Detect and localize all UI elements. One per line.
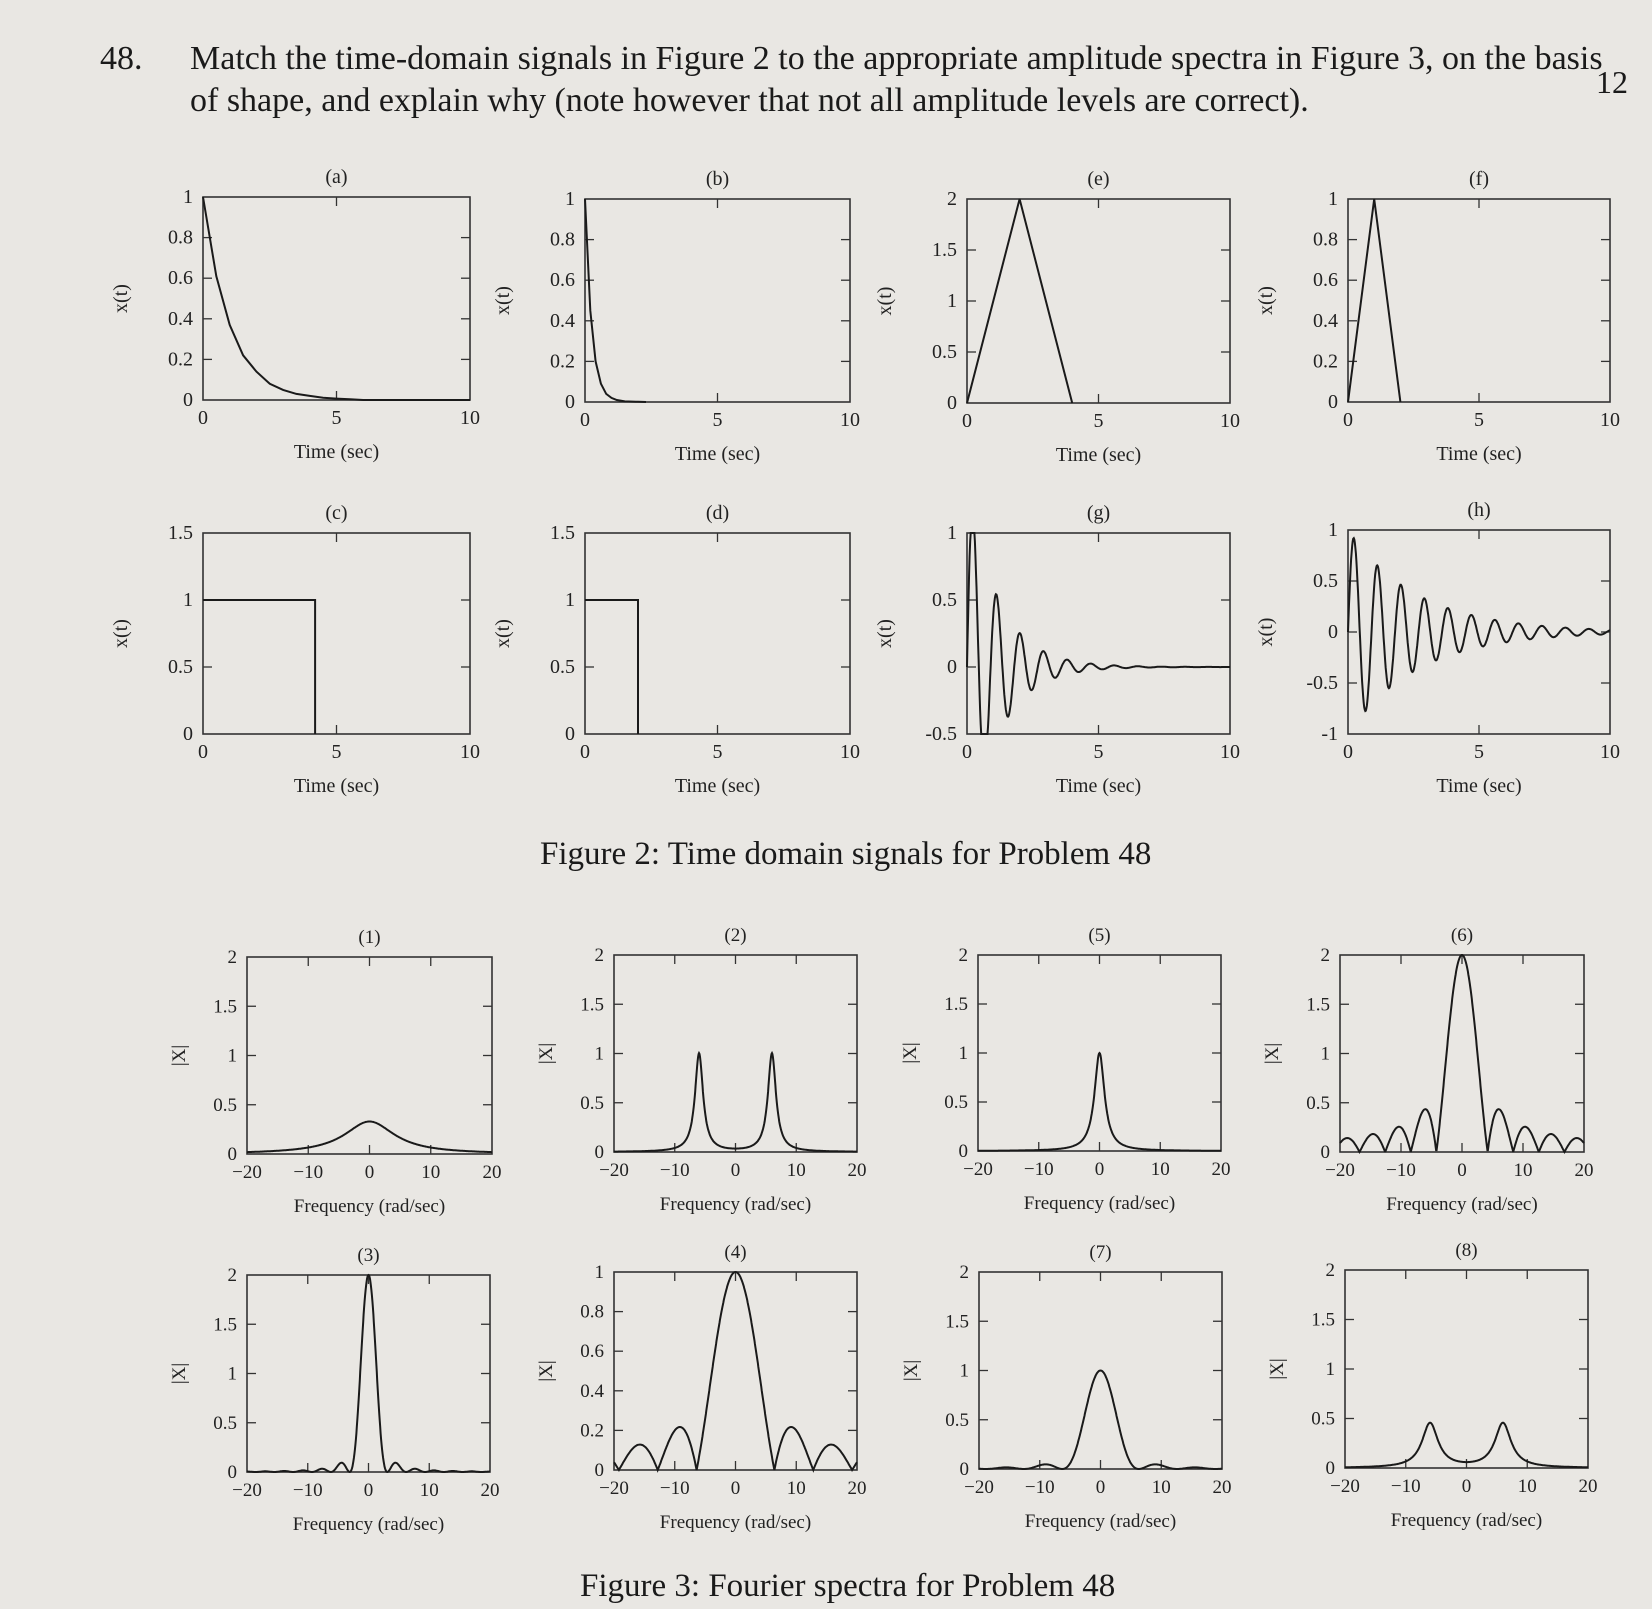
y-axis-label: x(t) xyxy=(110,284,132,313)
y-tick-label: 1 xyxy=(183,589,193,611)
chart-c xyxy=(110,502,480,797)
x-tick-label: 0 xyxy=(580,409,590,431)
y-tick-label: 0 xyxy=(594,1142,604,1163)
x-tick-label: 20 xyxy=(1211,1159,1231,1180)
x-tick-label: −20 xyxy=(1330,1476,1360,1497)
plot-title: (8) xyxy=(1455,1240,1478,1261)
y-tick-label: 1.5 xyxy=(945,1311,969,1333)
x-tick-label: 20 xyxy=(1578,1476,1598,1497)
x-tick-label: 10 xyxy=(786,1160,806,1181)
x-axis-label: Frequency (rad/sec) xyxy=(1024,1511,1177,1532)
y-tick-label: 0.6 xyxy=(1313,269,1338,292)
x-tick-label: −20 xyxy=(599,1160,629,1181)
y-tick-label: 1 xyxy=(594,1262,604,1283)
y-tick-label: 0.6 xyxy=(550,269,575,292)
x-tick-label: 20 xyxy=(1212,1477,1232,1498)
plot-title: (g) xyxy=(1086,502,1111,524)
x-tick-label: 0 xyxy=(730,1160,741,1181)
x-tick-label: 5 xyxy=(1093,410,1104,432)
plot-title: (1) xyxy=(358,927,381,948)
chart-a xyxy=(110,166,480,463)
y-tick-label: 1.5 xyxy=(944,994,968,1015)
chart-h xyxy=(1255,499,1620,797)
x-tick-label: 0 xyxy=(1457,1160,1467,1181)
y-tick-label: -0.5 xyxy=(1306,672,1338,694)
plot-title: (b) xyxy=(705,168,730,190)
x-tick-label: −20 xyxy=(1325,1160,1355,1181)
x-axis-label: Time (sec) xyxy=(293,441,380,463)
plot-frame xyxy=(247,1275,490,1472)
x-axis-label: Time (sec) xyxy=(674,443,761,465)
y-axis-label: x(t) xyxy=(874,619,896,648)
series-line xyxy=(967,199,1072,403)
plot-title: (e) xyxy=(1087,168,1110,190)
y-tick-label: 2 xyxy=(594,945,604,966)
plot-frame xyxy=(247,957,492,1154)
y-tick-label: 0.5 xyxy=(1313,570,1338,592)
x-tick-label: 5 xyxy=(331,741,342,763)
figure-3-caption: Figure 3: Fourier spectra for Problem 48 xyxy=(580,1568,1116,1604)
y-tick-label: 0 xyxy=(227,1462,237,1483)
y-tick-label: 0.4 xyxy=(1313,309,1338,332)
y-tick-label: 0 xyxy=(947,656,957,678)
y-tick-label: 0.5 xyxy=(213,1094,237,1116)
x-tick-label: 10 xyxy=(1150,1159,1170,1180)
y-tick-label: 0 xyxy=(594,1460,604,1481)
y-axis-label: |X| xyxy=(1262,1042,1283,1065)
series-line xyxy=(1348,538,1610,711)
x-tick-label: 5 xyxy=(1093,741,1104,763)
x-tick-label: −20 xyxy=(964,1477,994,1498)
y-tick-label: 1 xyxy=(947,290,957,312)
y-tick-label: 0.5 xyxy=(1311,1408,1335,1430)
y-tick-label: 1 xyxy=(947,522,957,544)
x-tick-label: −10 xyxy=(1023,1159,1054,1180)
x-tick-label: 0 xyxy=(198,741,208,763)
y-tick-label: 1 xyxy=(959,1360,969,1382)
plot-title: (h) xyxy=(1467,499,1491,521)
x-axis-label: Frequency (rad/sec) xyxy=(292,1514,445,1535)
chart-d xyxy=(492,502,860,797)
y-tick-label: 1 xyxy=(183,186,193,208)
x-tick-label: 5 xyxy=(331,407,342,429)
y-tick-label: 0 xyxy=(1328,391,1338,413)
plot-title: (c) xyxy=(325,502,348,524)
y-tick-label: -1 xyxy=(1321,723,1338,745)
y-axis-label: |X| xyxy=(900,1042,921,1064)
page-number: 12 xyxy=(1596,64,1628,100)
chart-2 xyxy=(536,925,867,1215)
y-tick-label: 0 xyxy=(1328,621,1338,643)
y-tick-label: 0 xyxy=(183,389,193,411)
x-tick-label: 0 xyxy=(580,741,590,763)
chart-4 xyxy=(536,1242,867,1533)
y-tick-label: 0 xyxy=(565,723,575,745)
x-tick-label: 20 xyxy=(1574,1160,1594,1181)
x-tick-label: −10 xyxy=(293,1162,324,1183)
y-tick-label: 1 xyxy=(1320,1043,1330,1065)
series-line xyxy=(1340,955,1584,1152)
y-axis-label: |X| xyxy=(536,1042,557,1065)
plot-title: (2) xyxy=(724,925,747,946)
y-tick-label: 0.6 xyxy=(168,267,193,290)
series-line xyxy=(978,1053,1221,1151)
plot-frame xyxy=(614,955,857,1152)
x-tick-label: 0 xyxy=(1095,1477,1106,1498)
y-tick-label: 1 xyxy=(1328,519,1338,541)
y-tick-label: 1.5 xyxy=(550,522,575,544)
y-tick-label: 0.5 xyxy=(932,341,957,363)
y-tick-label: 0 xyxy=(565,391,575,413)
chart-1 xyxy=(169,927,502,1217)
y-axis-label: |X| xyxy=(901,1359,922,1382)
y-tick-label: 2 xyxy=(227,1265,237,1286)
x-tick-label: −10 xyxy=(659,1160,690,1181)
x-axis-label: Time (sec) xyxy=(674,775,761,797)
x-tick-label: −20 xyxy=(232,1480,262,1501)
y-tick-label: 2 xyxy=(227,947,237,968)
y-tick-label: 0 xyxy=(958,1141,968,1162)
y-axis-label: x(t) xyxy=(874,286,896,316)
y-tick-label: 1.5 xyxy=(213,1314,237,1336)
x-axis-label: Frequency (rad/sec) xyxy=(1390,1510,1543,1531)
series-line xyxy=(203,600,315,734)
x-tick-label: 20 xyxy=(482,1162,502,1183)
x-tick-label: 0 xyxy=(364,1162,375,1183)
y-tick-label: 0.5 xyxy=(944,1092,968,1113)
y-tick-label: 0.8 xyxy=(580,1301,604,1323)
x-axis-label: Time (sec) xyxy=(1055,444,1142,466)
x-axis-label: Time (sec) xyxy=(1055,775,1142,797)
y-tick-label: 0.8 xyxy=(550,228,575,251)
y-axis-label: x(t) xyxy=(492,619,514,648)
chart-8 xyxy=(1267,1240,1598,1531)
chart-5 xyxy=(900,925,1231,1214)
plot-title: (7) xyxy=(1089,1242,1112,1263)
x-tick-label: 0 xyxy=(730,1478,741,1499)
x-tick-label: 0 xyxy=(1094,1159,1105,1180)
x-tick-label: 0 xyxy=(363,1480,374,1501)
plot-title: (f) xyxy=(1469,168,1489,190)
chart-f xyxy=(1255,168,1620,465)
y-tick-label: 0.2 xyxy=(1313,350,1338,373)
y-tick-label: 2 xyxy=(958,945,968,966)
y-tick-label: 2 xyxy=(1320,945,1330,966)
chart-3 xyxy=(169,1245,500,1535)
x-tick-label: 10 xyxy=(840,741,860,763)
y-tick-label: 0.5 xyxy=(580,1092,604,1114)
series-line xyxy=(585,199,646,402)
chart-6 xyxy=(1262,925,1594,1215)
x-tick-label: 20 xyxy=(480,1480,500,1501)
plot-title: (d) xyxy=(705,502,730,524)
plot-frame xyxy=(585,533,850,734)
x-tick-label: 10 xyxy=(1220,741,1240,763)
y-tick-label: 0.2 xyxy=(580,1420,604,1442)
y-axis-label: x(t) xyxy=(492,286,514,315)
y-tick-label: 1.5 xyxy=(580,994,604,1016)
problem-text: Match the time-domain signals in Figure 2 to the appropriate amplitude spectra in Figure 3, on the basis of shape, and explain why (note however that not all amplitude levels are correct). xyxy=(190,40,1603,119)
y-tick-label: 1.5 xyxy=(213,996,237,1018)
series-line xyxy=(614,1053,857,1152)
y-tick-label: -0.5 xyxy=(925,723,957,745)
x-tick-label: 10 xyxy=(1151,1477,1171,1498)
y-tick-label: 2 xyxy=(959,1262,969,1283)
x-tick-label: −20 xyxy=(963,1159,993,1180)
y-axis-label: |X| xyxy=(169,1362,190,1385)
x-tick-label: 10 xyxy=(419,1480,439,1501)
chart-g xyxy=(874,502,1240,797)
x-tick-label: 10 xyxy=(786,1478,806,1499)
x-tick-label: 20 xyxy=(847,1160,867,1181)
x-tick-label: 10 xyxy=(1600,741,1620,763)
y-tick-label: 1 xyxy=(1328,188,1338,210)
y-tick-label: 0.5 xyxy=(550,656,575,678)
y-tick-label: 0.6 xyxy=(580,1341,604,1363)
x-tick-label: 10 xyxy=(1513,1160,1533,1181)
y-axis-label: |X| xyxy=(169,1044,190,1067)
y-tick-label: 0.5 xyxy=(168,656,193,678)
x-tick-label: 10 xyxy=(460,741,480,763)
y-axis-label: x(t) xyxy=(1255,286,1277,315)
x-tick-label: 10 xyxy=(1600,409,1620,431)
figure-2-caption: Figure 2: Time domain signals for Problem 48 xyxy=(540,836,1152,872)
y-tick-label: 2 xyxy=(1325,1260,1335,1281)
x-tick-label: −20 xyxy=(599,1478,629,1499)
y-tick-label: 2 xyxy=(947,188,957,210)
plot-title: (3) xyxy=(357,1245,380,1266)
x-tick-label: 5 xyxy=(1474,741,1484,763)
y-axis-label: x(t) xyxy=(110,619,132,648)
y-tick-label: 1 xyxy=(227,1363,237,1385)
series-line xyxy=(1348,199,1400,402)
x-tick-label: 10 xyxy=(460,407,480,429)
problem-number: 48. xyxy=(100,40,143,77)
plot-title: (6) xyxy=(1450,925,1474,946)
plot-frame xyxy=(1340,955,1584,1152)
x-tick-label: −10 xyxy=(292,1480,323,1501)
x-tick-label: 0 xyxy=(962,741,972,763)
x-axis-label: Time (sec) xyxy=(293,775,380,797)
y-tick-label: 1 xyxy=(594,1043,604,1065)
x-tick-label: 5 xyxy=(1474,409,1484,431)
y-tick-label: 0.2 xyxy=(168,348,193,371)
y-tick-label: 1 xyxy=(1325,1359,1335,1380)
y-tick-label: 0 xyxy=(227,1144,237,1165)
y-tick-label: 0.4 xyxy=(580,1380,604,1402)
chart-e xyxy=(874,168,1240,466)
y-tick-label: 0.8 xyxy=(168,226,193,249)
y-tick-label: 1 xyxy=(565,589,575,611)
x-tick-label: −10 xyxy=(1024,1477,1055,1498)
y-tick-label: 0.5 xyxy=(213,1412,237,1434)
y-tick-label: 0 xyxy=(1325,1458,1335,1479)
plot-frame xyxy=(614,1272,857,1470)
plot-frame xyxy=(585,199,850,402)
y-tick-label: 1 xyxy=(565,188,575,210)
series-line xyxy=(247,1275,490,1472)
x-tick-label: 0 xyxy=(1343,409,1353,431)
y-tick-label: 1.5 xyxy=(168,522,193,544)
x-tick-label: 10 xyxy=(1517,1476,1537,1497)
y-tick-label: 0.8 xyxy=(1313,228,1338,251)
x-tick-label: −10 xyxy=(659,1478,690,1499)
series-line xyxy=(203,197,470,400)
y-tick-label: 0 xyxy=(1320,1142,1330,1163)
y-tick-label: 1.5 xyxy=(1311,1309,1335,1331)
x-axis-label: Frequency (rad/sec) xyxy=(1386,1194,1538,1215)
x-tick-label: 0 xyxy=(1343,741,1353,763)
x-axis-label: Frequency (rad/sec) xyxy=(659,1512,812,1533)
plot-frame xyxy=(967,199,1230,403)
x-tick-label: 10 xyxy=(421,1162,441,1183)
x-tick-label: 0 xyxy=(198,407,208,429)
x-tick-label: 10 xyxy=(840,409,860,431)
y-tick-label: 1.5 xyxy=(1306,994,1330,1016)
x-tick-label: 20 xyxy=(847,1478,867,1499)
series-line xyxy=(979,1371,1222,1470)
x-axis-label: Time (sec) xyxy=(1436,775,1522,797)
x-tick-label: 5 xyxy=(712,409,723,431)
y-tick-label: 1 xyxy=(958,1043,968,1064)
x-tick-label: 10 xyxy=(1220,410,1240,432)
x-tick-label: −10 xyxy=(1390,1476,1421,1497)
plot-frame xyxy=(203,197,470,400)
y-tick-label: 0.5 xyxy=(1306,1092,1330,1114)
chart-b xyxy=(492,168,860,465)
plot-frame xyxy=(203,533,470,734)
x-axis-label: Frequency (rad/sec) xyxy=(1023,1193,1176,1214)
y-axis-label: x(t) xyxy=(1255,617,1277,647)
x-tick-label: 0 xyxy=(962,410,972,432)
y-tick-label: 0.5 xyxy=(945,1409,969,1431)
plot-title: (a) xyxy=(325,166,348,188)
plot-title: (5) xyxy=(1088,925,1111,946)
x-axis-label: Frequency (rad/sec) xyxy=(659,1194,812,1215)
plot-frame xyxy=(1345,1270,1588,1468)
y-tick-label: 0.4 xyxy=(550,309,575,332)
y-tick-label: 1.5 xyxy=(932,239,957,261)
x-axis-label: Frequency (rad/sec) xyxy=(293,1196,446,1217)
y-tick-label: 0.5 xyxy=(932,589,957,611)
x-tick-label: −20 xyxy=(232,1162,262,1183)
y-axis-label: |X| xyxy=(536,1360,557,1382)
y-axis-label: |X| xyxy=(1267,1358,1288,1380)
y-tick-label: 0 xyxy=(959,1459,969,1480)
plot-frame xyxy=(967,533,1230,734)
series-line xyxy=(967,533,1230,734)
x-tick-label: −10 xyxy=(1386,1160,1416,1181)
y-tick-label: 0 xyxy=(183,723,193,745)
y-tick-label: 0.2 xyxy=(550,350,575,373)
y-tick-label: 0.4 xyxy=(168,307,193,330)
x-axis-label: Time (sec) xyxy=(1436,443,1522,465)
chart-7 xyxy=(901,1242,1232,1532)
y-tick-label: 1 xyxy=(227,1045,237,1067)
series-line xyxy=(614,1272,857,1470)
x-tick-label: 0 xyxy=(1461,1476,1472,1497)
plot-title: (4) xyxy=(724,1242,747,1263)
x-tick-label: 5 xyxy=(712,741,723,763)
y-tick-label: 0 xyxy=(947,392,957,414)
